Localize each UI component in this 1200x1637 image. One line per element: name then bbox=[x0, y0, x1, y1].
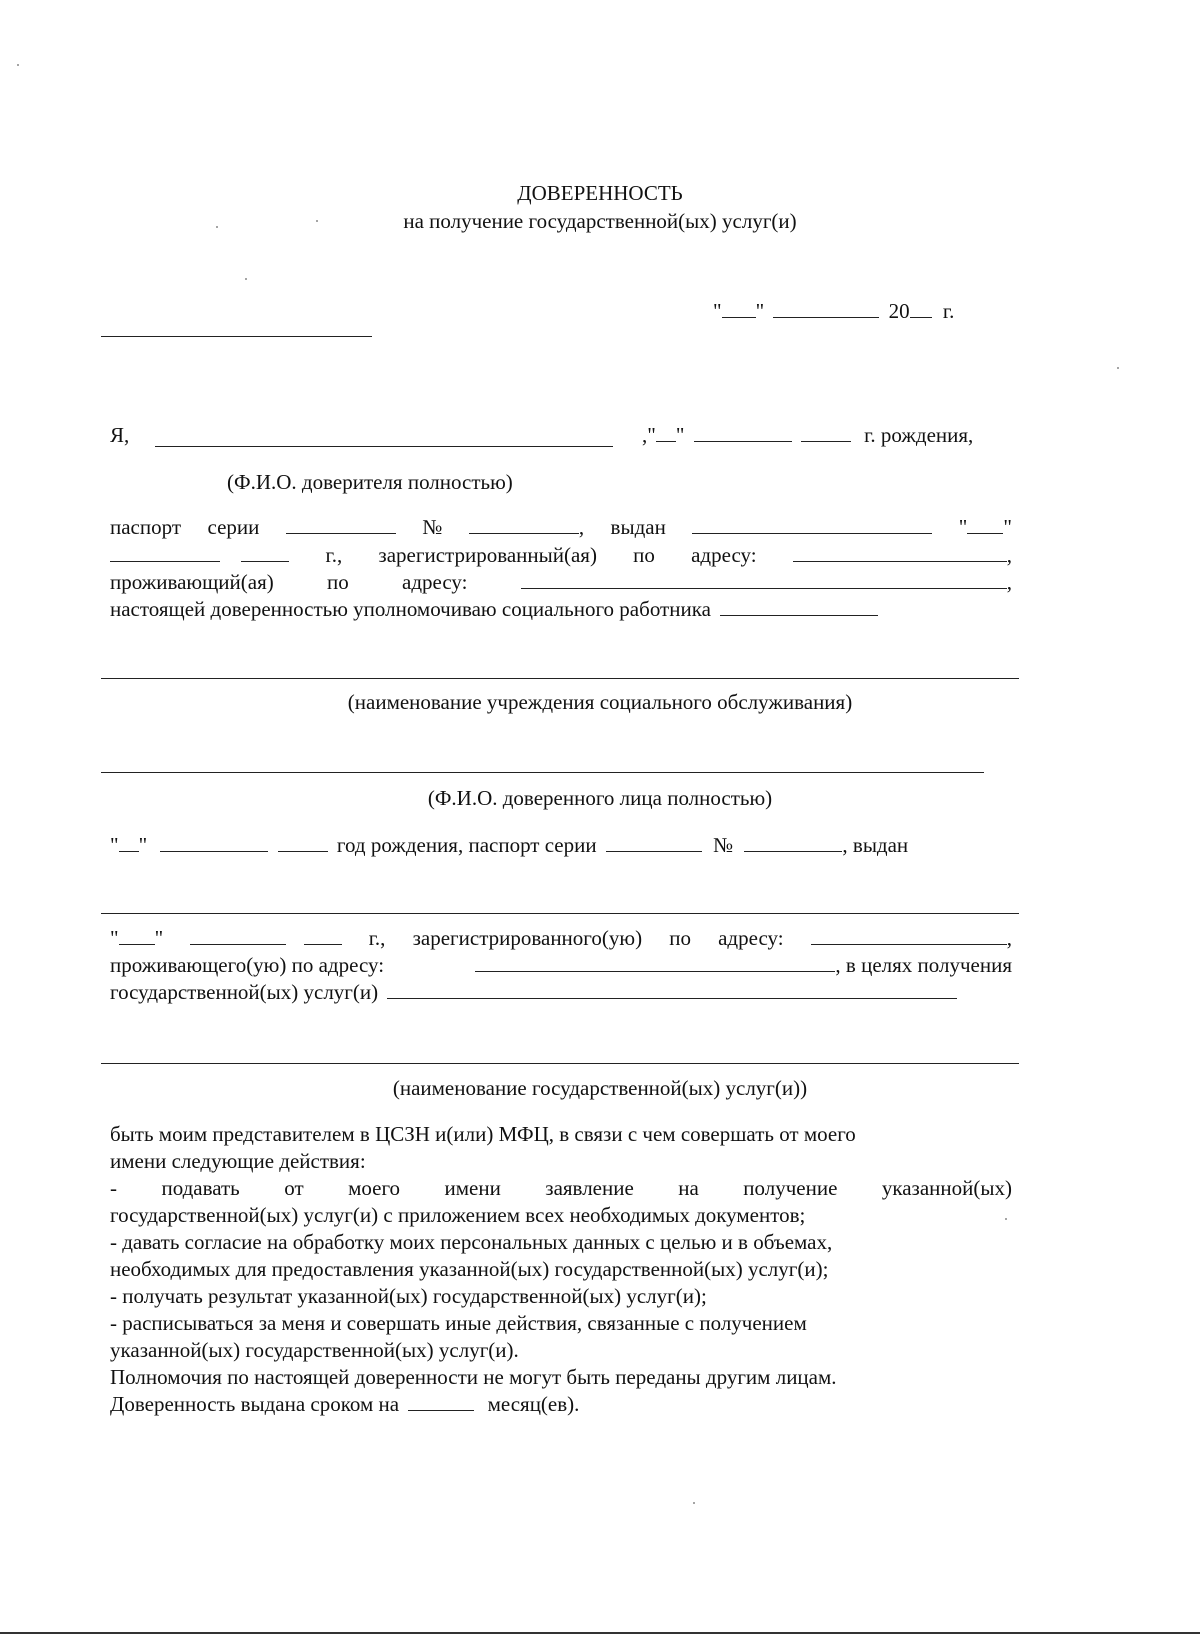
principal-fio-blank[interactable] bbox=[155, 446, 613, 447]
institution-blank[interactable] bbox=[101, 678, 1019, 679]
agent-residence-line: проживающего(ую) по адресу: , в целях получения bbox=[110, 953, 1012, 977]
principal-issue-year-blank[interactable] bbox=[241, 543, 289, 562]
document-title: ДОВЕРЕННОСТЬ bbox=[517, 181, 683, 205]
principal-lead: Я, bbox=[110, 423, 130, 447]
agent-passport-series-blank[interactable] bbox=[606, 833, 702, 852]
agent-fio-blank[interactable] bbox=[101, 772, 984, 773]
principal-birth-day-blank[interactable] bbox=[656, 423, 676, 442]
body-item-4-line-1: - расписываться за меня и совершать иные действия, связанные с получением bbox=[110, 1311, 807, 1335]
scan-speck bbox=[316, 220, 318, 222]
body-item-1-line-2: государственной(ых) услуг(и) с приложением всех необходимых документов; bbox=[110, 1203, 806, 1227]
authorize-text: настоящей доверенностью уполномочиваю социального работника bbox=[110, 597, 878, 621]
body-item-3: - получать результат указанной(ых) государственной(ых) услуг(и); bbox=[110, 1284, 707, 1308]
principal-passport-number-blank[interactable] bbox=[469, 515, 579, 534]
principal-residence-line: проживающий(ая) по адресу: , bbox=[110, 570, 1012, 594]
agent-birth-day-blank[interactable] bbox=[119, 833, 139, 852]
scan-speck bbox=[17, 64, 19, 66]
agent-services-line: государственной(ых) услуг(и) bbox=[110, 980, 957, 1004]
principal-fio-caption: (Ф.И.О. доверителя полностью) bbox=[227, 470, 513, 494]
principal-birth-year-blank[interactable] bbox=[801, 423, 851, 442]
social-worker-blank[interactable] bbox=[720, 597, 878, 616]
scan-speck bbox=[216, 226, 218, 228]
body-line-1: быть моим представителем в ЦСЗН и(или) МФЦ, в связи с чем совершать от моего bbox=[110, 1122, 856, 1146]
day-blank[interactable] bbox=[722, 299, 756, 318]
agent-issue-month-blank[interactable] bbox=[190, 926, 286, 945]
principal-issued-by-blank[interactable] bbox=[692, 515, 932, 534]
agent-registration-line: " " г., зарегистрированного(ую) по адресу: , bbox=[110, 926, 1012, 950]
agent-issue-year-blank[interactable] bbox=[304, 926, 342, 945]
term-line: Доверенность выдана сроком на месяц(ев). bbox=[110, 1392, 580, 1416]
scan-speck bbox=[245, 278, 247, 280]
agent-birth-month-blank[interactable] bbox=[160, 833, 268, 852]
principal-birth-month-blank[interactable] bbox=[694, 423, 792, 442]
principal-registration-line: г., зарегистрированный(ая) по адресу: , bbox=[110, 543, 1012, 567]
place-blank[interactable] bbox=[101, 336, 372, 337]
powers-text: Полномочия по настоящей доверенности не могут быть переданы другим лицам. bbox=[110, 1365, 837, 1389]
agent-birth-year-blank[interactable] bbox=[278, 833, 328, 852]
agent-reg-address-blank[interactable] bbox=[811, 926, 1007, 945]
agent-birth-passport-line: " " год рождения, паспорт серии № , выдан bbox=[110, 833, 909, 857]
principal-reg-address-blank[interactable] bbox=[793, 543, 1007, 562]
services-caption: (наименование государственной(ых) услуг(и)) bbox=[392, 1076, 808, 1100]
services-blank[interactable] bbox=[387, 980, 957, 999]
principal-passport-line: паспорт серии № , выдан " " bbox=[110, 515, 1012, 539]
principal-issue-day-blank[interactable] bbox=[967, 515, 1003, 534]
services-name-blank[interactable] bbox=[101, 1063, 1019, 1064]
agent-issued-by-blank[interactable] bbox=[101, 913, 1019, 914]
body-item-2-line-2: необходимых для предоставления указанной(ых) государственной(ых) услуг(и); bbox=[110, 1257, 829, 1281]
body-item-2-line-1: - давать согласие на обработку моих персональных данных с целью и в объемах, bbox=[110, 1230, 833, 1254]
agent-passport-number-blank[interactable] bbox=[744, 833, 842, 852]
date-line: " " 20 г. bbox=[713, 299, 955, 323]
principal-live-address-blank[interactable] bbox=[521, 570, 1007, 589]
scan-speck bbox=[1005, 1218, 1007, 1220]
body-item-4-line-2: указанной(ых) государственной(ых) услуг(и). bbox=[110, 1338, 519, 1362]
document-subtitle: на получение государственной(ых) услуг(и) bbox=[403, 209, 797, 233]
principal-birth-date: ," " г. рождения, bbox=[642, 423, 974, 447]
scan-speck bbox=[693, 1502, 695, 1504]
principal-passport-series-blank[interactable] bbox=[286, 515, 396, 534]
year-blank[interactable] bbox=[910, 299, 932, 318]
scan-speck bbox=[1117, 367, 1119, 369]
institution-caption: (наименование учреждения социального обслуживания) bbox=[347, 690, 853, 714]
principal-issue-month-blank[interactable] bbox=[110, 543, 220, 562]
page-bottom-edge bbox=[0, 1632, 1200, 1634]
agent-live-address-blank[interactable] bbox=[475, 953, 835, 972]
month-blank[interactable] bbox=[773, 299, 879, 318]
body-item-1-line-1: - подавать от моего имени заявление на получение указанной(ых) bbox=[110, 1176, 1012, 1200]
agent-fio-caption: (Ф.И.О. доверенного лица полностью) bbox=[427, 786, 773, 810]
term-months-blank[interactable] bbox=[408, 1392, 474, 1411]
body-line-2: имени следующие действия: bbox=[110, 1149, 366, 1173]
agent-issue-day-blank[interactable] bbox=[119, 926, 155, 945]
